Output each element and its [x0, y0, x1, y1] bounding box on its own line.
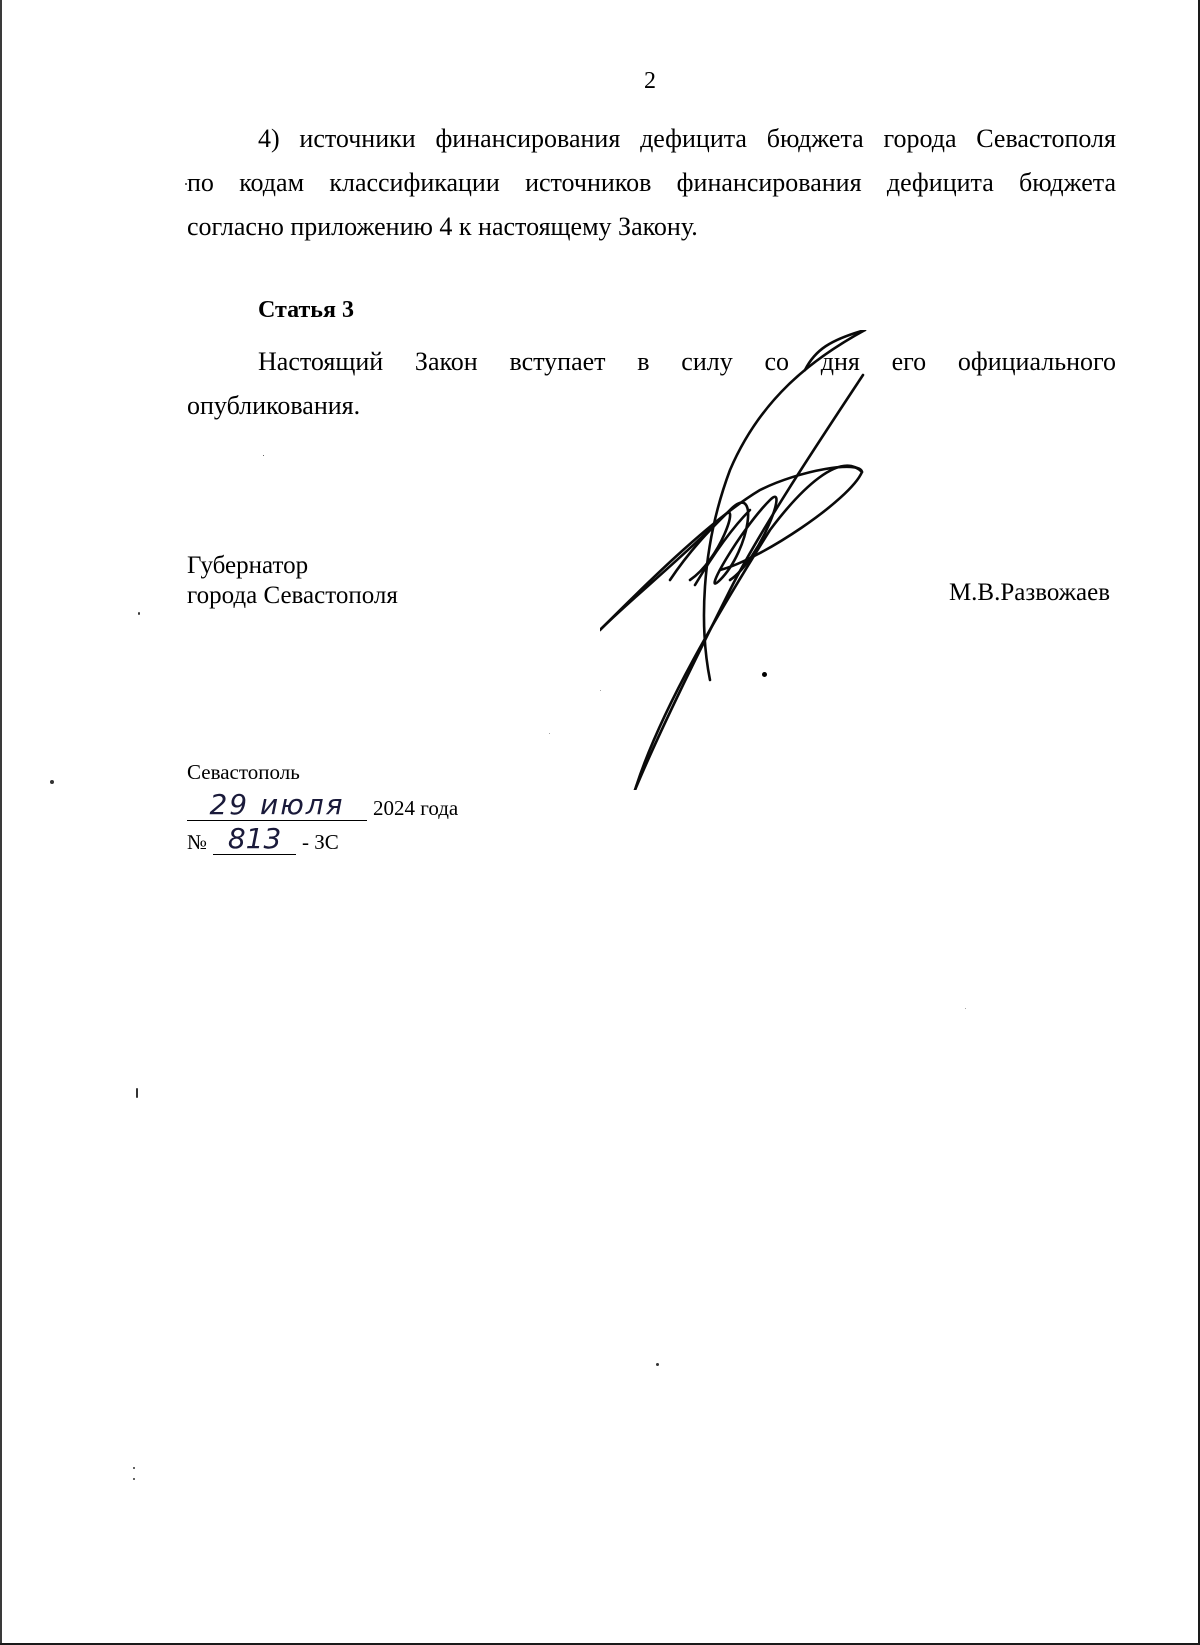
page-number: 2 — [644, 68, 656, 94]
scan-speck — [656, 1363, 659, 1366]
paragraph-line: согласно приложению 4 к настоящему Закону. — [187, 212, 698, 241]
paragraph-line: опубликования. — [187, 391, 361, 420]
governor-title-line: Губернатор — [187, 552, 309, 579]
paragraph-line: Настоящий Закон вступает в силу со дня его официального — [258, 347, 1116, 376]
governor-title — [187, 551, 398, 611]
governor-title-line: города Севастополя — [187, 582, 398, 609]
law-number — [187, 824, 339, 855]
scan-speck — [600, 690, 601, 691]
scan-speck — [965, 1008, 966, 1009]
scan-speck — [136, 1088, 138, 1098]
governor-name: М.В.Развожаев — [948, 579, 1110, 606]
paragraph-line: по кодам классификации источников финансирования дефицита бюджета — [187, 168, 1116, 197]
handwritten-date: 29 июля — [187, 790, 367, 821]
paragraph-funding-sources — [187, 117, 1116, 249]
article-heading: Статья 3 — [258, 297, 354, 323]
handwritten-signature — [600, 330, 910, 790]
scan-speck — [133, 1478, 135, 1480]
signing-date — [187, 790, 458, 821]
date-suffix: 2024 года — [373, 796, 459, 820]
scan-speck — [50, 780, 54, 784]
scan-speck — [549, 733, 550, 734]
number-prefix: № — [187, 830, 208, 854]
scan-speck — [185, 183, 187, 185]
number-suffix: - ЗС — [302, 830, 339, 854]
place-of-signing: Севастополь — [187, 760, 300, 784]
scan-speck — [133, 1467, 135, 1469]
paragraph-line: 4) источники финансирования дефицита бюджета города Севастополя — [258, 124, 1116, 153]
handwritten-number: 813 — [213, 824, 296, 855]
signature-dot — [762, 672, 767, 677]
scan-speck — [263, 455, 264, 456]
scan-speck — [138, 612, 140, 615]
scan-edge-left — [0, 0, 2, 1645]
